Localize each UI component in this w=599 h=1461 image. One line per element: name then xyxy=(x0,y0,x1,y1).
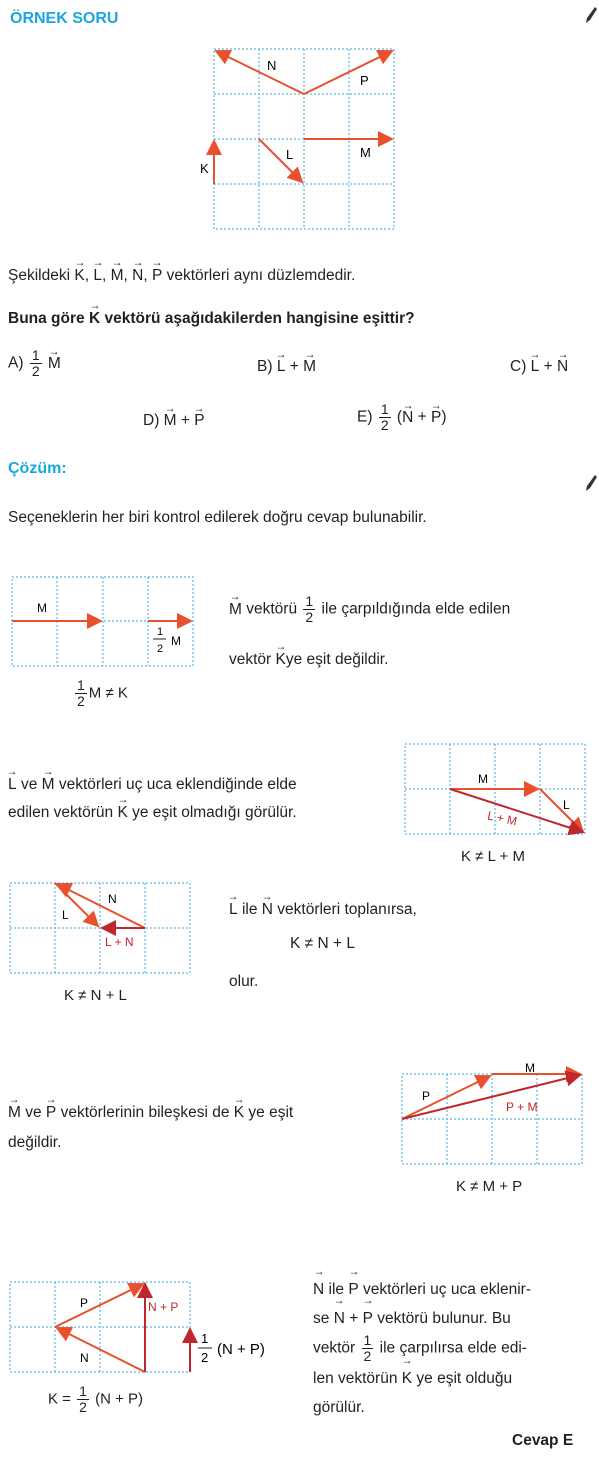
option-e[interactable]: E) $\frac{1}{2}$ (→ N + → P) xyxy=(357,402,446,433)
step5-caption: K = $\frac{1}{2}$ (N + P) xyxy=(48,1383,144,1415)
label-N: N xyxy=(267,58,277,73)
option-b[interactable]: B) → L + → M xyxy=(257,358,316,376)
step5-line2: se → N + → P vektörü bulunur. Bu xyxy=(313,1304,591,1333)
vector-L xyxy=(259,139,302,182)
option-a[interactable]: A) $\frac{1}{2}$ → M xyxy=(8,348,61,379)
question-prompt: Buna göre → K vektörü aşağıdakilerden hangisine eşittir? xyxy=(8,309,415,329)
step2-text-2: edilen vektörün → K ye eşit olmadığı görülür. xyxy=(8,803,297,823)
step1-half-den: 2 xyxy=(157,643,164,655)
step5-half-den: 2 xyxy=(201,1350,209,1365)
step4-figure xyxy=(400,1061,584,1166)
step4-label-P: P xyxy=(422,1089,431,1103)
step4-caption: K ≠ M + P xyxy=(456,1178,523,1195)
step5-line1: → N ile → P vektörleri uç uca eklenir- xyxy=(313,1275,591,1304)
question-figure xyxy=(200,45,400,235)
step1-text: → M vektörü $\frac{1}{2}$ ile çarpıldığında elde edilen xyxy=(229,594,594,625)
step4-text-2: değildir. xyxy=(8,1134,62,1151)
pencil-icon xyxy=(583,474,593,490)
step4-vector-P xyxy=(402,1076,490,1119)
label-P: P xyxy=(360,73,369,88)
page-title: ÖRNEK SORU xyxy=(10,10,119,27)
solution-intro: Seçeneklerin her biri kontrol edilerek doğru cevap bulunabilir. xyxy=(8,509,427,526)
step5-label-P: P xyxy=(80,1296,89,1310)
label-M: M xyxy=(360,145,371,160)
step1-label-half-M: M xyxy=(171,634,181,648)
step2-label-sum: L + M xyxy=(486,808,519,829)
step4-label-sum: P + M xyxy=(506,1100,538,1114)
step2-label-L: L xyxy=(563,798,570,812)
step5-line4: len vektörün → K ye eşit olduğu xyxy=(313,1364,591,1393)
step2-text-1: → L ve → M vektörleri uç uca eklendiğinde elde xyxy=(8,775,297,795)
step5-vector-N xyxy=(57,1328,145,1372)
step5-label-sum: N + P xyxy=(148,1300,179,1314)
step3-label-sum: L + N xyxy=(105,935,134,949)
step5-half-num: 1 xyxy=(201,1331,209,1346)
step1-caption: $\frac{1}{2}$ M ≠ K xyxy=(77,677,128,709)
step5-line5: görülür. xyxy=(313,1399,365,1416)
step3-equation: K ≠ N + L xyxy=(290,935,355,952)
step3-figure xyxy=(10,881,192,975)
step5-vector-P xyxy=(55,1284,143,1327)
step1-figure xyxy=(12,576,194,668)
step5-line3: vektör $\frac{1}{2}$ ile çarpılırsa elde edi- xyxy=(313,1332,527,1364)
step2-caption: K ≠ L + M xyxy=(461,848,525,865)
label-K: K xyxy=(200,161,209,176)
solution-title: Çözüm: xyxy=(8,460,67,477)
step1-label-M: M xyxy=(37,601,47,615)
step3-label-L: L xyxy=(62,908,69,922)
step2-figure xyxy=(405,742,587,836)
question-intro: Şekildeki → K, → L, → M, → N, → P vektörleri aynı düzlemdedir. xyxy=(8,266,355,286)
step1-text-2: vektör → Kye eşit değildir. xyxy=(229,650,388,670)
step4-label-M: M xyxy=(525,1061,535,1075)
option-d[interactable]: D) → M + → P xyxy=(143,412,205,430)
step5-text xyxy=(313,1275,591,1422)
step5-figure xyxy=(10,1280,294,1376)
step1-half-num: 1 xyxy=(157,626,164,638)
option-c[interactable]: C) → L + → N xyxy=(510,358,568,376)
answer: Cevap E xyxy=(512,1432,574,1449)
step3-label-N: N xyxy=(108,892,117,906)
label-L: L xyxy=(286,147,294,162)
step5-label-N: N xyxy=(80,1351,89,1365)
vector-N xyxy=(216,51,304,94)
step2-label-M: M xyxy=(478,772,488,786)
pencil-icon xyxy=(583,6,593,22)
step3-text: → L ile → N vektörleri toplanırsa, xyxy=(229,900,417,920)
vector-P xyxy=(304,51,392,94)
step3-vector-N xyxy=(57,884,145,928)
step3-olur: olur. xyxy=(229,973,259,990)
step4-text-1: → M ve → P vektörlerinin bileşkesi de → K ye eşit xyxy=(8,1103,293,1123)
step3-caption: K ≠ N + L xyxy=(64,987,127,1004)
step5-label-half: (N + P) xyxy=(217,1341,265,1358)
